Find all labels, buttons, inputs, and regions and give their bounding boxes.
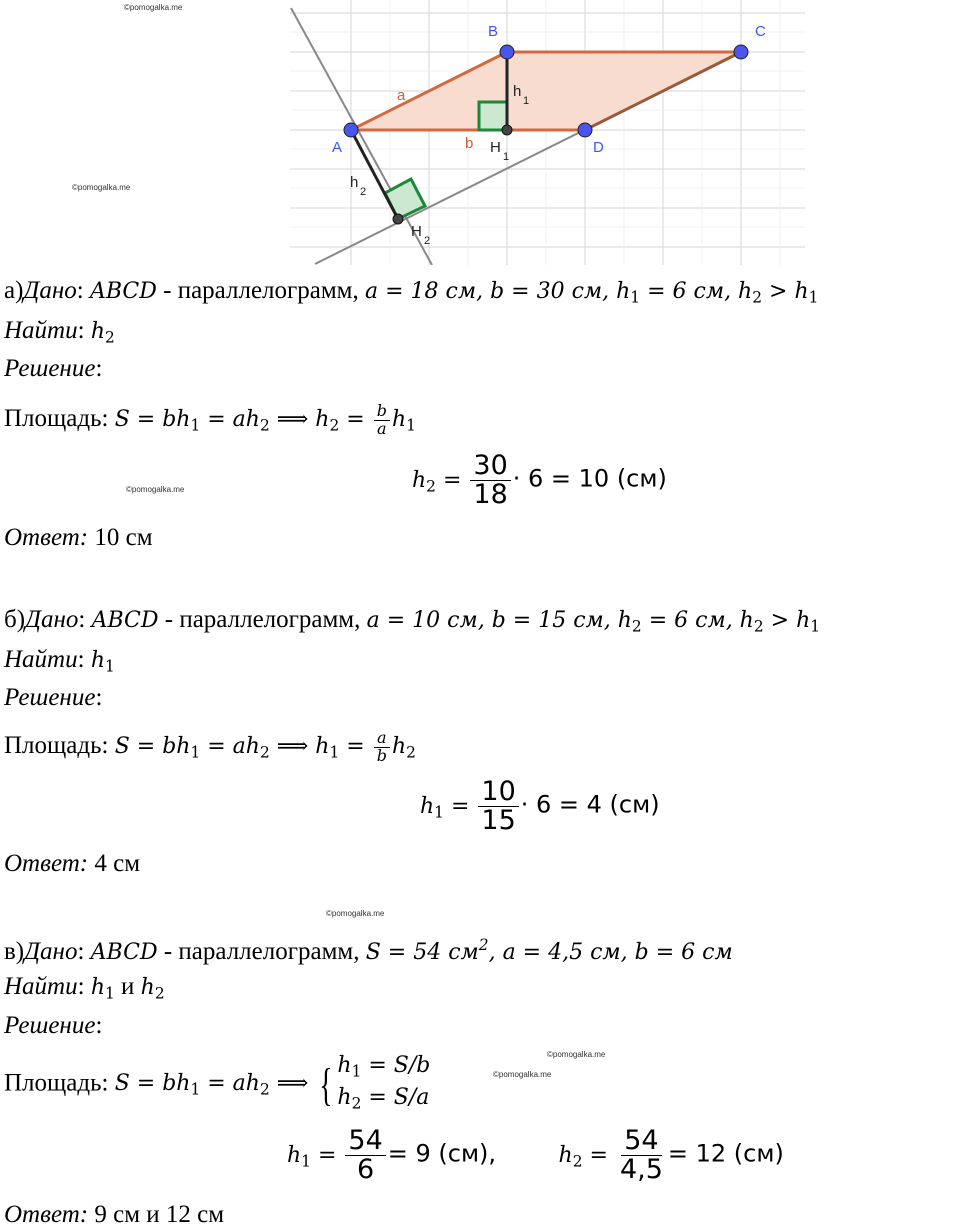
watermark: ©pomogalka.me	[72, 183, 131, 192]
label-foot-h1: H	[490, 139, 501, 156]
label-foot-h1-sub: 1	[503, 151, 510, 163]
area-label: Площадь	[4, 405, 102, 432]
part-a-calc: $h_2$ = $\frac{30}{18}$ · 6 = 10 (см)	[412, 450, 667, 511]
part-b-find: Найти: $h_1$	[4, 646, 115, 676]
area-label: Площадь	[4, 1069, 102, 1097]
parallelogram-word: - параллелограмм,	[158, 606, 361, 633]
part-c-calc: $h_1$ = $\frac{54}{6}$ = 9 (см), $h_2$ = $\frac{54}{4,5}$ = 12 (см)	[287, 1125, 784, 1186]
given-label: Дано	[25, 606, 79, 633]
parallelogram-word: - параллелограмм,	[157, 938, 360, 966]
label-side-a: a	[397, 87, 406, 104]
watermark: ©pomogalka.me	[126, 485, 185, 494]
given-values: a = 18 см, b = 30 см, $h_1 = 6$ см, $h_2 > h_1$	[365, 279, 819, 307]
label-h1-sub: 1	[523, 95, 530, 107]
find-label: Найти	[4, 973, 78, 1000]
point-a	[344, 123, 358, 137]
part-marker: в)	[4, 938, 25, 966]
solution-label: Решение	[4, 1012, 96, 1039]
part-b-given: б)Дано: ABCD - параллелограмм, a = 10 см, b = 15 см, $h_2 = 6$ см, $h_2 > h_1$	[4, 606, 821, 636]
point-d	[578, 123, 592, 137]
answer-label: Ответ:	[4, 524, 89, 551]
system-brace: {	[319, 1058, 333, 1110]
label-h2-sub: 2	[360, 186, 367, 198]
shape-name: ABCD	[90, 940, 158, 966]
part-b-answer: Ответ: 4 см	[4, 850, 141, 877]
label-foot-h2-sub: 2	[424, 235, 431, 247]
part-marker: б)	[4, 606, 26, 633]
part-c-answer: Ответ: 9 см и 12 см	[4, 1201, 225, 1228]
part-c-solution: Решение:	[4, 1012, 103, 1039]
part-a-area: Площадь: $S = bh_1 = ah_2$ ⟹ $h_2$ = $\frac{b}{a}$ $h_1$	[4, 400, 416, 438]
given-values: a = 10 см, b = 15 см, $h_2 = 6$ см, $h_2 > h_1$	[366, 608, 821, 636]
equation-system: $h_1 = S/b$ $h_2 = S/a$	[337, 1053, 431, 1113]
answer-label: Ответ:	[4, 850, 89, 877]
part-marker: а)	[4, 277, 24, 304]
figure-minor-grid	[290, 0, 805, 265]
part-a-solution: Решение:	[4, 355, 103, 382]
watermark: ©pomogalka.me	[124, 3, 183, 12]
figure-grid	[290, 0, 805, 265]
answer-label: Ответ:	[4, 1201, 89, 1228]
part-c-find: Найти: $h_1$ и $h_2$	[4, 973, 165, 1003]
shape-name: ABCD	[91, 608, 159, 633]
given-label: Дано	[23, 277, 77, 304]
label-b-point: B	[488, 23, 499, 40]
point-h1	[502, 125, 512, 135]
watermark: ©pomogalka.me	[547, 1050, 606, 1059]
point-b	[500, 45, 514, 59]
solution-label: Решение	[4, 355, 96, 382]
right-angle-h1	[479, 102, 507, 130]
part-c-area: Площадь: $S = bh_1 = ah_2$ ⟹ { $h_1 = S/b$ $h_2 = S/a$	[4, 1053, 430, 1113]
given-label: Дано	[24, 938, 78, 966]
label-d-point: D	[593, 139, 604, 156]
label-c-point: C	[755, 23, 766, 40]
shape-name: ABCD	[89, 279, 157, 304]
watermark: ©pomogalka.me	[326, 909, 385, 918]
label-h2: h	[350, 174, 359, 191]
area-label: Площадь	[4, 732, 102, 759]
part-b-solution: Решение:	[4, 684, 103, 711]
label-h1: h	[513, 83, 522, 100]
find-label: Найти	[4, 317, 78, 344]
label-a-point: A	[332, 139, 343, 156]
part-b-area: Площадь: $S = bh_1 = ah_2$ ⟹ $h_1$ = $\frac{a}{b}$ $h_2$	[4, 727, 416, 765]
label-side-b: b	[465, 135, 474, 152]
point-c	[734, 45, 748, 59]
point-h2	[393, 214, 403, 224]
find-label: Найти	[4, 646, 78, 673]
solution-label: Решение	[4, 684, 96, 711]
parallelogram-word: - параллелограмм,	[156, 277, 359, 304]
given-values: S = 54 $см^2$, a = 4,5 см, b = 6 см	[365, 936, 733, 966]
part-a-find: Найти: $h_2$	[4, 317, 115, 347]
parallelogram-figure	[285, 0, 805, 265]
part-a-given: а)Дано: ABCD - параллелограмм, a = 18 см, b = 30 см, $h_1 = 6$ см, $h_2 > h_1$	[4, 277, 819, 307]
part-b-calc: $h_1$ = $\frac{10}{15}$ · 6 = 4 (см)	[420, 776, 660, 837]
label-foot-h2: H	[411, 223, 422, 240]
watermark: ©pomogalka.me	[493, 1070, 552, 1079]
part-a-answer: Ответ: 10 см	[4, 524, 153, 551]
part-c-given: в)Дано: ABCD - параллелограмм, S = 54 $см^2$, a = 4,5 см, b = 6 см	[4, 936, 733, 966]
